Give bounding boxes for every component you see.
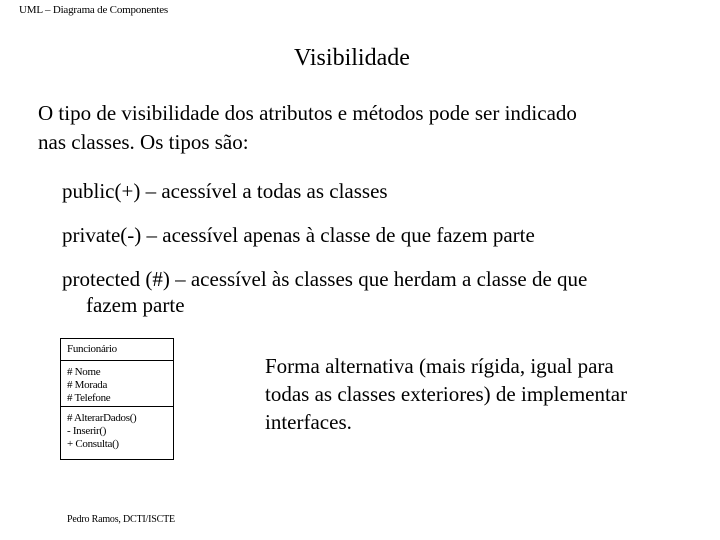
uml-method: + Consulta() [67,438,119,450]
visibility-item-continuation: fazem parte [86,293,185,317]
visibility-item-text: private(-) – acessível apenas à classe de que fazem parte [62,223,535,247]
uml-methods-compartment [61,407,173,451]
visibility-item-private [62,222,682,248]
uml-attribute: # Nome [67,366,101,378]
uml-class-box [60,338,174,460]
visibility-item-public [62,178,682,204]
uml-class-name: Funcionário [61,339,173,361]
visibility-item-text: protected (#) – acessível às classes que herdam a classe de que [62,267,588,291]
side-note: Forma alternativa (mais rígida, igual para todas as classes exteriores) de implementar interfaces. [265,354,628,434]
uml-attribute: # Morada [67,379,108,391]
uml-method: - Inserir() [67,425,107,437]
intro-paragraph: O tipo de visibilidade dos atributos e métodos pode ser indicado nas classes. Os tipos são: [38,101,577,154]
slide-footer: Pedro Ramos, DCTI/ISCTE [67,514,175,525]
slide-header: UML – Diagrama de Componentes [19,4,168,16]
uml-attributes-compartment [61,361,173,407]
uml-attribute: # Telefone [67,392,111,404]
uml-method: # AlterarDados() [67,412,137,424]
visibility-item-protected [62,266,682,318]
visibility-item-text: public(+) – acessível a todas as classes [62,179,388,203]
slide-title: Visibilidade [294,45,410,71]
